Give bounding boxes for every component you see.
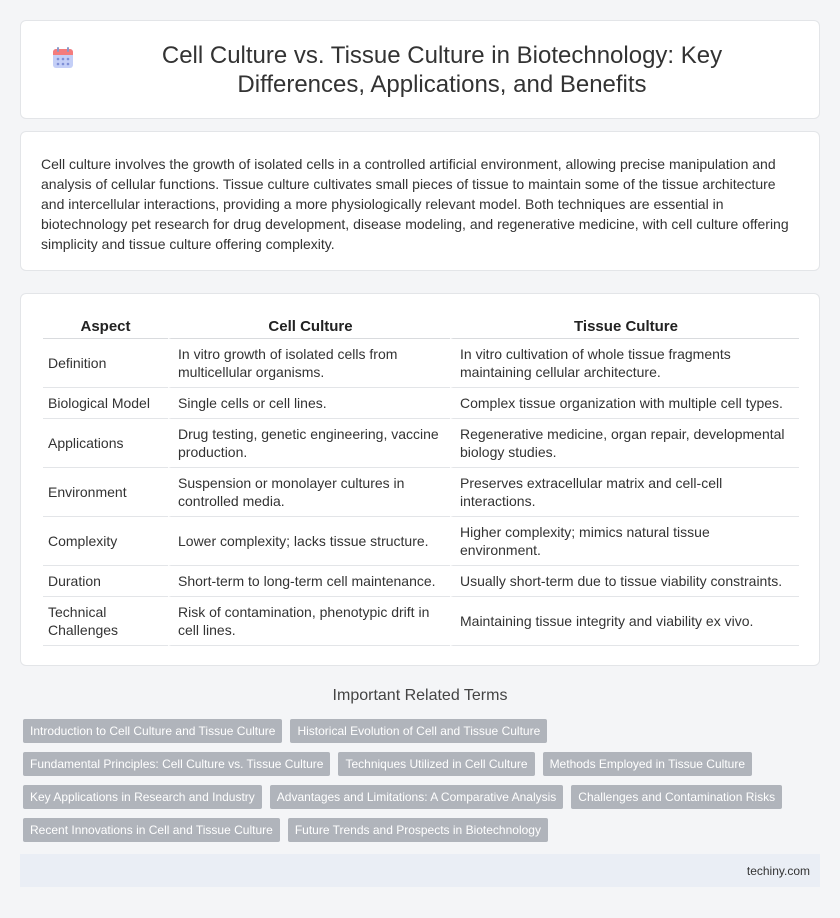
related-term-tag[interactable]: Introduction to Cell Culture and Tissue Culture xyxy=(23,719,282,743)
related-term-tag[interactable]: Techniques Utilized in Cell Culture xyxy=(338,752,534,776)
row-tissue-culture: Complex tissue organization with multiple cell types. xyxy=(450,388,799,419)
table-row xyxy=(43,419,799,468)
row-aspect: Technical Challenges xyxy=(43,597,168,646)
title-card xyxy=(20,20,820,119)
table-row xyxy=(43,566,799,597)
related-terms-heading: Important Related Terms xyxy=(332,687,508,704)
row-tissue-culture: Higher complexity; mimics natural tissue environment. xyxy=(450,517,799,566)
comparison-table-card xyxy=(20,293,820,666)
row-cell-culture: Suspension or monolayer cultures in controlled media. xyxy=(168,468,450,517)
page-title: Cell Culture vs. Tissue Culture in Biotechnology: Key Differences, Applications, and Benefits xyxy=(161,41,723,98)
table-row xyxy=(43,388,799,419)
related-term-tag[interactable]: Recent Innovations in Cell and Tissue Culture xyxy=(23,818,280,842)
table-row xyxy=(43,339,799,388)
row-cell-culture: Lower complexity; lacks tissue structure. xyxy=(168,517,450,566)
table-row xyxy=(43,597,799,646)
related-term-tag[interactable]: Future Trends and Prospects in Biotechnology xyxy=(288,818,548,842)
row-cell-culture: Single cells or cell lines. xyxy=(168,388,450,419)
row-tissue-culture: Maintaining tissue integrity and viability ex vivo. xyxy=(450,597,799,646)
related-term-tag[interactable]: Advantages and Limitations: A Comparative Analysis xyxy=(270,785,564,809)
intro-paragraph: Cell culture involves the growth of isolated cells in a controlled artificial environment, allowing precise manipulation and analysis of cellular functions. Tissue culture cultivates small pieces of tissue to maintain some of the tissue architecture and intercellular interactions, providing a more physiologically relevant model. Both techniques are essential in biotechnology pet research for drug development, disease modeling, and regenerative medicine, with cell culture offering simplicity and tissue culture offering complexity. xyxy=(41,156,789,252)
table-row xyxy=(43,468,799,517)
related-term-tag[interactable]: Historical Evolution of Cell and Tissue Culture xyxy=(290,719,547,743)
intro-card xyxy=(20,131,820,271)
title-wrap xyxy=(51,41,789,99)
header-tissue-culture: Tissue Culture xyxy=(450,312,799,339)
row-aspect: Applications xyxy=(43,419,168,468)
header-cell-culture: Cell Culture xyxy=(168,312,450,339)
related-terms-list xyxy=(23,719,823,851)
header-aspect: Aspect xyxy=(43,312,168,339)
row-tissue-culture: In vitro cultivation of whole tissue fragments maintaining cellular architecture. xyxy=(450,339,799,388)
footer xyxy=(20,854,820,887)
row-cell-culture: Risk of contamination, phenotypic drift in cell lines. xyxy=(168,597,450,646)
comparison-table xyxy=(43,312,799,646)
row-tissue-culture: Regenerative medicine, organ repair, developmental biology studies. xyxy=(450,419,799,468)
row-cell-culture: Drug testing, genetic engineering, vaccine production. xyxy=(168,419,450,468)
row-tissue-culture: Usually short-term due to tissue viability constraints. xyxy=(450,566,799,597)
related-term-tag[interactable]: Key Applications in Research and Industry xyxy=(23,785,262,809)
row-cell-culture: In vitro growth of isolated cells from multicellular organisms. xyxy=(168,339,450,388)
row-aspect: Complexity xyxy=(43,517,168,566)
row-aspect: Environment xyxy=(43,468,168,517)
table-header-row xyxy=(43,312,799,339)
table-row xyxy=(43,517,799,566)
row-aspect: Duration xyxy=(43,566,168,597)
row-cell-culture: Short-term to long-term cell maintenance. xyxy=(168,566,450,597)
related-term-tag[interactable]: Methods Employed in Tissue Culture xyxy=(543,752,752,776)
calendar-icon xyxy=(51,46,75,70)
footer-site-link[interactable]: techiny.com xyxy=(746,863,810,878)
related-term-tag[interactable]: Fundamental Principles: Cell Culture vs. Tissue Culture xyxy=(23,752,330,776)
row-tissue-culture: Preserves extracellular matrix and cell-cell interactions. xyxy=(450,468,799,517)
related-term-tag[interactable]: Challenges and Contamination Risks xyxy=(571,785,782,809)
row-aspect: Biological Model xyxy=(43,388,168,419)
row-aspect: Definition xyxy=(43,339,168,388)
